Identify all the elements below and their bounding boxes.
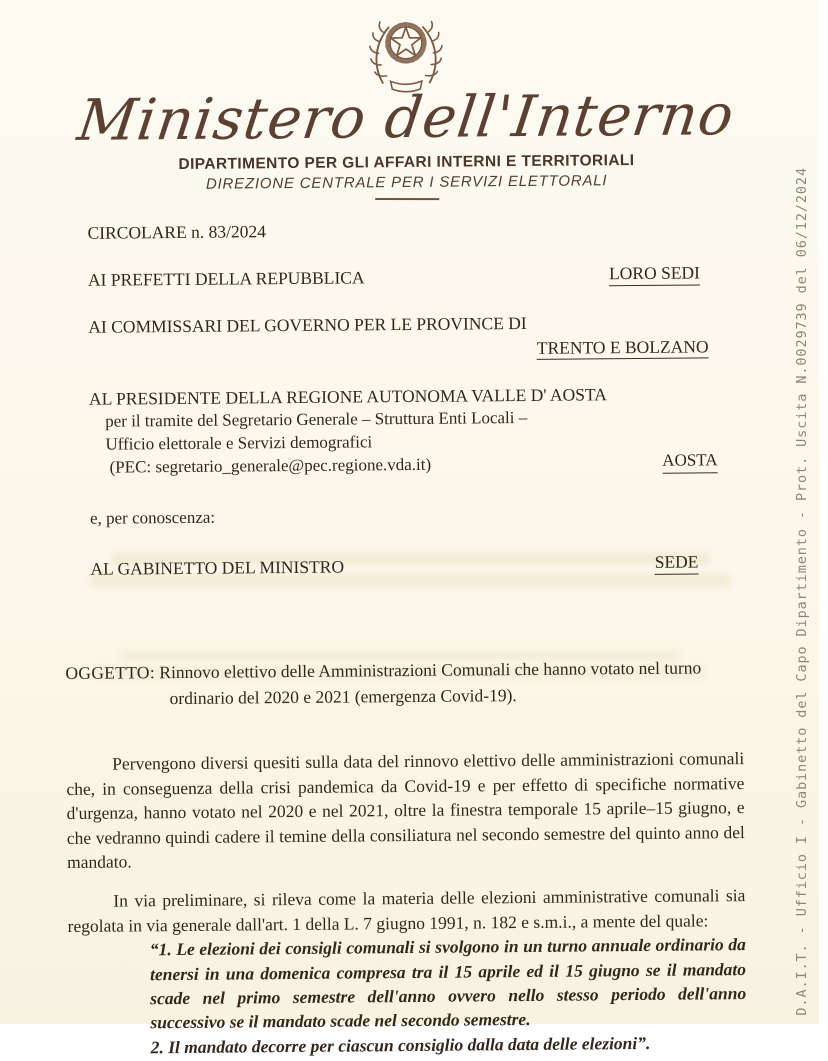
recipient-to: AL GABINETTO DEL MINISTRO [90,556,345,579]
recipient-place-underlined: SEDE [655,551,699,574]
recipient-place-underlined: AOSTA [662,448,718,473]
recipient-place-underlined: LORO SEDI [609,262,700,286]
law-quote-paragraph-1: “1. Le elezioni dei consigli comunali si svolgono in un turno annuale ordinario da tenersi in una domenica compresa tra il 15 aprile ed il 15 giugno se il mandato scade nel primo semestre dell'anno ovvero nello stesso periodo dell'anno successivo se il mandato scade nel secondo semestre. [149,934,747,1033]
body-paragraph-1: Pervengono diversi quesiti sulla data del rinnovo elettivo delle amministrazioni comunali che, in conseguenza della crisi pandemica da Covid-19 e per effetto di specifiche normative d'urgenza, hanno votato nel 2020 e nel 2021, oltre la finestra temporale 15 aprile–15 giugno, e che vedranno quindi cadere il temine della consiliatura nel secondo semestre del quinto anno del mandato. [66,748,745,873]
recipient-to: AL PRESIDENTE DELLA REGIONE AUTONOMA VALLE D' AOSTA [88,384,607,409]
subject-block [65,654,743,712]
letterhead [0,0,816,204]
body-paragraph-2: In via preliminare, si rileva come la materia delle elezioni amministrative comunali sia regolata in via generale dall'art. 1 della L. 7 giugno 1991, n. 182 e s.m.i., a mente del quale: [67,885,746,936]
cc-intro: e, per conoscenza: [89,507,216,528]
italy-republic-emblem-icon [365,10,446,97]
recipient-gabinetto [90,553,742,580]
recipient-commissari [88,311,740,363]
circular-number: CIRCOLARE n. 83/2024 [87,221,267,243]
subject-label: OGGETTO: [65,662,156,684]
recipient-prefetti [88,264,740,291]
law-quote-paragraph-2: 2. Il mandato decorre per ciascun consiglio dalla data delle elezioni”. [150,1032,651,1058]
address-block [87,217,742,580]
recipient-subline: per il tramite del Segretario Generale – Struttura Enti Locali – [105,407,528,431]
subject-text: Rinnovo elettivo delle Amministrazioni Comunali che hanno votato nel turno ordinario del 2020 e 2021 (emergenza Covid-19). [159,657,702,709]
letter-content [0,216,824,1060]
department-line: DIPARTIMENTO PER GLI AFFARI INTERNI E TERRITORIALI [178,152,635,174]
recipient-pec-line [109,450,741,479]
recipient-place-underlined: TRENTO E BOLZANO [536,336,709,358]
recipient-presidente-vda [89,383,742,479]
ministry-script-title: Ministero dell'Interno [73,82,739,154]
recipient-place-line [89,336,741,363]
recipient-subline: Ufficio elettorale e Servizi demografici [105,432,373,454]
protocol-registration-stamp: D.A.I.T. - Ufficio I - Gabinetto del Capo Dipartimento - Prot. Uscita N.0029739 del 06/12/2024 [794,167,810,1016]
header-divider [375,198,439,200]
recipient-to: AI PREFETTI DELLA REPUBBLICA [87,267,365,290]
direction-line: DIREZIONE CENTRALE PER I SERVIZI ELETTORALI [205,172,608,193]
pec-address: (PEC: segretario_generale@pec.regione.vda.it) [109,454,432,477]
recipient-to: AI COMMISSARI DEL GOVERNO PER LE PROVINCE DI [88,312,527,337]
